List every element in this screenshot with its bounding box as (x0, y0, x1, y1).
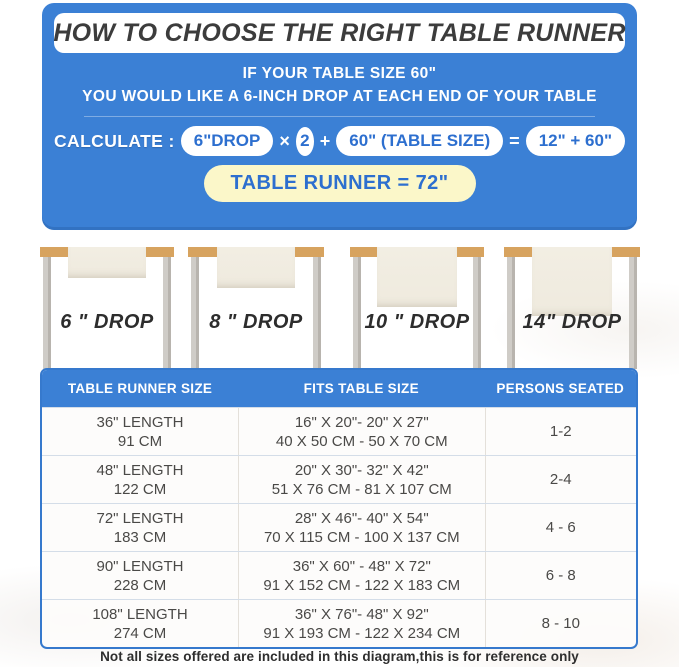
runner-drape (217, 247, 295, 288)
intro-line-1: IF YOUR TABLE SIZE 60" (242, 65, 437, 82)
header-panel (42, 3, 637, 230)
table-row (42, 599, 636, 647)
persons-seated-cell: 2-4 (485, 456, 636, 503)
factor-pill: 2 (296, 127, 314, 156)
sum-result-pill: 12" + 60" (526, 126, 625, 156)
runner-result-pill: TABLE RUNNER = 72" (204, 165, 476, 202)
table-row (42, 503, 636, 551)
persons-seated-cell: 1-2 (485, 408, 636, 455)
table-size-pill: 60" (TABLE SIZE) (336, 126, 503, 156)
runner-size-cell: 36" LENGTH 91 CM (96, 413, 184, 450)
page-title: HOW TO CHOOSE THE RIGHT TABLE RUNNER (53, 18, 626, 47)
table-illustration-6in (40, 247, 174, 369)
formula-row (54, 126, 625, 156)
table-row (42, 455, 636, 503)
table-header-row (42, 370, 636, 407)
persons-seated-cell: 4 - 6 (485, 504, 636, 551)
title-banner (54, 13, 625, 53)
equals-operator: = (509, 130, 520, 151)
persons-seated-cell: 6 - 8 (485, 552, 636, 599)
runner-drape (68, 247, 146, 278)
drop-illustrations (0, 247, 679, 369)
drop-label: 14" DROP (522, 311, 622, 333)
column-header-persons: PERSONS SEATED (496, 381, 625, 396)
multiply-operator: × (279, 130, 290, 151)
divider-line (84, 116, 595, 117)
drop-label: 6 " DROP (60, 311, 154, 333)
column-header-fits-table: FITS TABLE SIZE (303, 381, 419, 396)
fits-table-cell: 36" X 76"- 48" X 92" 91 X 193 CM - 122 X 234 CM (238, 600, 485, 647)
runner-size-cell: 48" LENGTH 122 CM (96, 461, 184, 498)
drop-value-pill: 6"DROP (181, 126, 274, 156)
runner-drape (377, 247, 457, 307)
runner-size-cell: 72" LENGTH 183 CM (96, 509, 184, 546)
runner-size-cell: 108" LENGTH 274 CM (92, 605, 188, 642)
fits-table-cell: 36" X 60" - 48" X 72" 91 X 152 CM - 122 X 183 CM (238, 552, 485, 599)
fits-table-cell: 16" X 20"- 20" X 27" 40 X 50 CM - 50 X 70 CM (238, 408, 485, 455)
table-illustration-14in (504, 247, 640, 369)
table-row (42, 551, 636, 599)
column-header-runner-size: TABLE RUNNER SIZE (67, 381, 213, 396)
fits-table-cell: 28" X 46"- 40" X 54" 70 X 115 CM - 100 X 137 CM (238, 504, 485, 551)
runner-size-cell: 90" LENGTH 228 CM (96, 557, 184, 594)
calculate-label: CALCULATE : (54, 130, 175, 151)
table-illustration-8in (188, 247, 324, 369)
persons-seated-cell: 8 - 10 (485, 600, 636, 647)
table-row (42, 407, 636, 455)
fits-table-cell: 20" X 30"- 32" X 42" 51 X 76 CM - 81 X 107 CM (238, 456, 485, 503)
intro-line-2: YOU WOULD LIKE A 6-INCH DROP AT EACH END OF YOUR TABLE (82, 88, 597, 105)
size-reference-table (40, 368, 638, 649)
drop-label: 8 " DROP (209, 311, 303, 333)
runner-drape (532, 247, 612, 316)
footer-note: Not all sizes offered are included in this diagram,this is for reference only (100, 649, 579, 664)
table-illustration-10in (350, 247, 484, 369)
drop-label: 10 " DROP (364, 311, 470, 333)
plus-operator: + (319, 130, 331, 151)
